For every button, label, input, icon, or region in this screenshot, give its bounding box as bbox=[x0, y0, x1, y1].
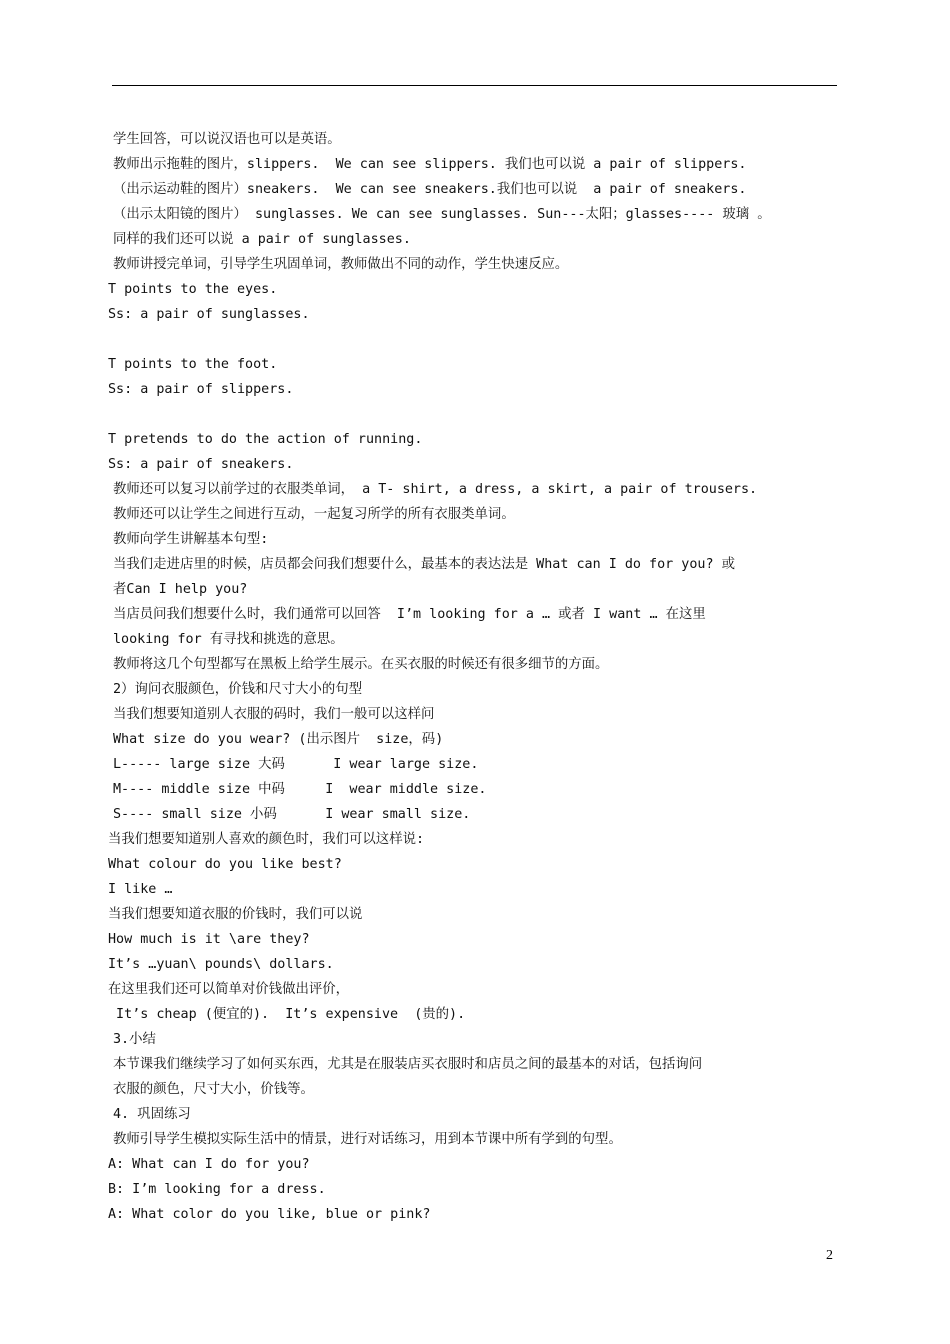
text-line: Ss: a pair of sunglasses. bbox=[108, 307, 310, 322]
text-line: How much is it \are they? bbox=[108, 932, 310, 947]
section-heading: 4. 巩固练习 bbox=[113, 1107, 191, 1122]
text-line: 教师出示拖鞋的图片，slippers. We can see slippers. 我们也可以说 a pair of slippers. bbox=[113, 157, 747, 172]
text-line: looking for 有寻找和挑选的意思。 bbox=[113, 632, 344, 647]
text-line: T points to the eyes. bbox=[108, 282, 278, 297]
text-line: （出示运动鞋的图片）sneakers. We can see sneakers.我们也可以说 a pair of sneakers. bbox=[113, 182, 747, 197]
text-line: 当我们走进店里的时候，店员都会问我们想要什么，最基本的表达法是 What can I do for you? 或 bbox=[113, 557, 735, 572]
body-text bbox=[108, 127, 843, 1227]
text-line: 者Can I help you? bbox=[113, 582, 248, 597]
text-line: Ss: a pair of slippers. bbox=[108, 382, 294, 397]
text-line: 学生回答，可以说汉语也可以是英语。 bbox=[113, 132, 341, 147]
text-line: 当我们想要知道别人衣服的码时，我们一般可以这样问 bbox=[113, 707, 435, 722]
dialogue-line: A: What can I do for you? bbox=[108, 1157, 310, 1172]
text-line: T points to the foot. bbox=[108, 357, 278, 372]
text-line: L----- large size 大码 I wear large size. bbox=[113, 757, 479, 772]
text-line: 当店员问我们想要什么时，我们通常可以回答 I’m looking for a … 或者 I want … 在这里 bbox=[113, 607, 706, 622]
text-line: M---- middle size 中码 I wear middle size. bbox=[113, 782, 487, 797]
header-rule bbox=[112, 85, 837, 86]
text-line: I like … bbox=[108, 882, 173, 897]
text-line: Ss: a pair of sneakers. bbox=[108, 457, 294, 472]
text-line: 教师还可以复习以前学过的衣服类单词， a T- shirt, a dress, a skirt, a pair of trousers. bbox=[113, 482, 758, 497]
blank-line bbox=[108, 327, 843, 352]
section-heading: 3.小结 bbox=[113, 1032, 156, 1047]
text-line: 教师向学生讲解基本句型: bbox=[113, 532, 269, 547]
dialogue-line: A: What color do you like, blue or pink? bbox=[108, 1207, 431, 1222]
text-line: 教师还可以让学生之间进行互动，一起复习所学的所有衣服类单词。 bbox=[113, 507, 515, 522]
text-line: S---- small size 小码 I wear small size. bbox=[113, 807, 471, 822]
text-line: 教师讲授完单词，引导学生巩固单词，教师做出不同的动作，学生快速反应。 bbox=[113, 257, 569, 272]
text-line: It’s …yuan\ pounds\ dollars. bbox=[108, 957, 334, 972]
text-line: 在这里我们还可以简单对价钱做出评价， bbox=[108, 982, 350, 997]
text-line: 衣服的颜色，尺寸大小，价钱等。 bbox=[113, 1082, 314, 1097]
text-line: What size do you wear? (出示图片 size，码) bbox=[113, 732, 444, 747]
dialogue-line: B: I’m looking for a dress. bbox=[108, 1182, 326, 1197]
text-line: （出示太阳镜的图片） sunglasses. We can see sunglasses. Sun---太阳；glasses---- 玻璃 。 bbox=[113, 207, 771, 222]
text-line: 教师引导学生模拟实际生活中的情景，进行对话练习，用到本节课中所有学到的句型。 bbox=[113, 1132, 622, 1147]
text-line: 同样的我们还可以说 a pair of sunglasses. bbox=[113, 232, 411, 247]
text-line: 当我们想要知道衣服的价钱时，我们可以说 bbox=[108, 907, 363, 922]
text-line: 本节课我们继续学习了如何买东西，尤其是在服装店买衣服时和店员之间的最基本的对话，包括询问 bbox=[113, 1057, 703, 1072]
section-heading: 2）询问衣服颜色，价钱和尺寸大小的句型 bbox=[113, 682, 363, 697]
text-line: 当我们想要知道别人喜欢的颜色时，我们可以这样说: bbox=[108, 832, 425, 847]
text-line: What colour do you like best? bbox=[108, 857, 342, 872]
text-line: It’s cheap (便宜的). It’s expensive (贵的). bbox=[108, 1007, 466, 1022]
blank-line bbox=[108, 402, 843, 427]
text-line: T pretends to do the action of running. bbox=[108, 432, 423, 447]
page-number: 2 bbox=[826, 1248, 833, 1263]
text-line: 教师将这几个句型都写在黑板上给学生展示。在买衣服的时候还有很多细节的方面。 bbox=[113, 657, 609, 672]
